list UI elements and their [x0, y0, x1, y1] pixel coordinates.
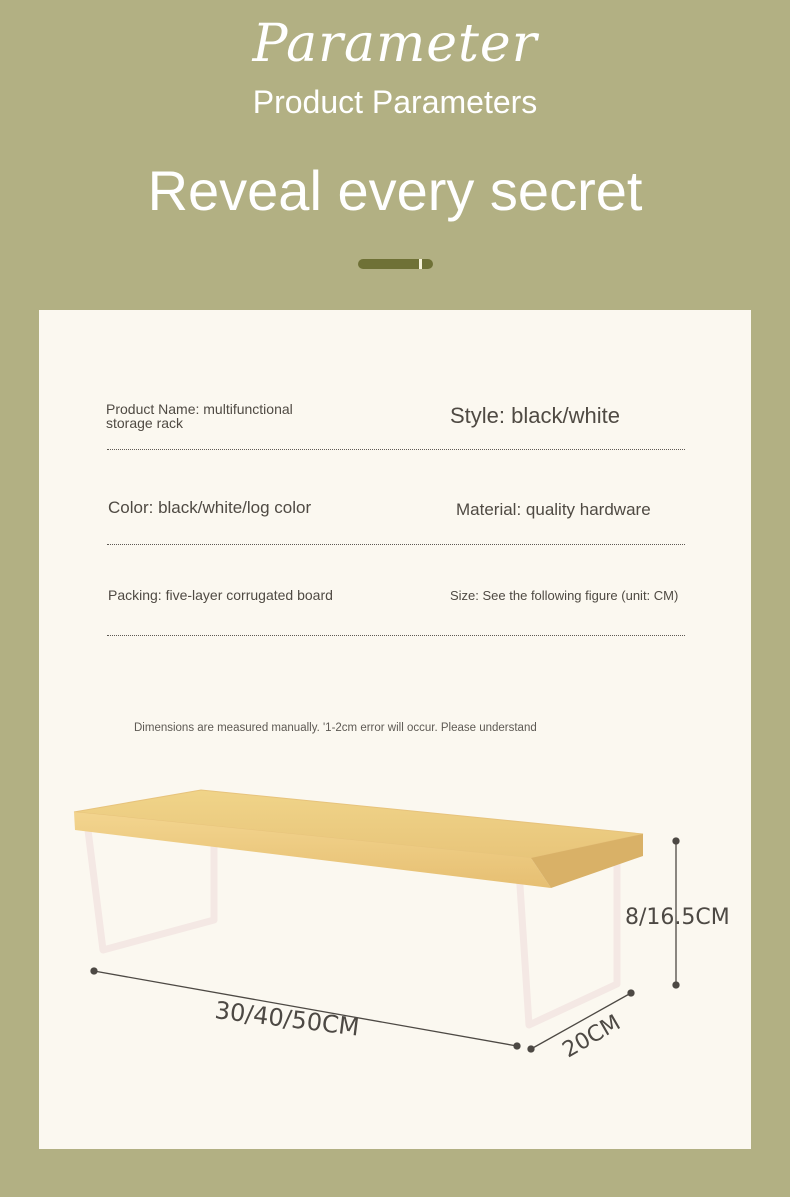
product-parameters-title: Product Parameters [252, 84, 538, 120]
height-dimension-label: 8/16.5CM [625, 905, 730, 930]
packing-param: Packing: five-layer corrugated board [108, 587, 333, 603]
shelf-dimension-figure [39, 310, 751, 1149]
style-param: Style: black/white [450, 403, 620, 428]
product-name-param: Product Name: multifunctional storage rack [106, 401, 293, 431]
header [0, 0, 790, 310]
length-dimension-label: 30/40/50CM [213, 996, 361, 1042]
depth-dimension-label: 20CM [558, 1010, 625, 1064]
color-param: Color: black/white/log color [108, 498, 312, 517]
material-param: Material: quality hardware [456, 500, 651, 519]
measurement-note: Dimensions are measured manually. '1-2cm error will occur. Please understand [134, 722, 537, 734]
left-leg [88, 830, 214, 950]
parameter-panel [39, 310, 751, 1149]
script-title: Parameter [252, 14, 538, 74]
size-param: Size: See the following figure (unit: CM) [450, 588, 679, 603]
shelf-illustration [74, 790, 643, 1025]
reveal-every-secret-title: Reveal every secret [147, 159, 643, 222]
decorative-divider-pill [358, 259, 433, 269]
